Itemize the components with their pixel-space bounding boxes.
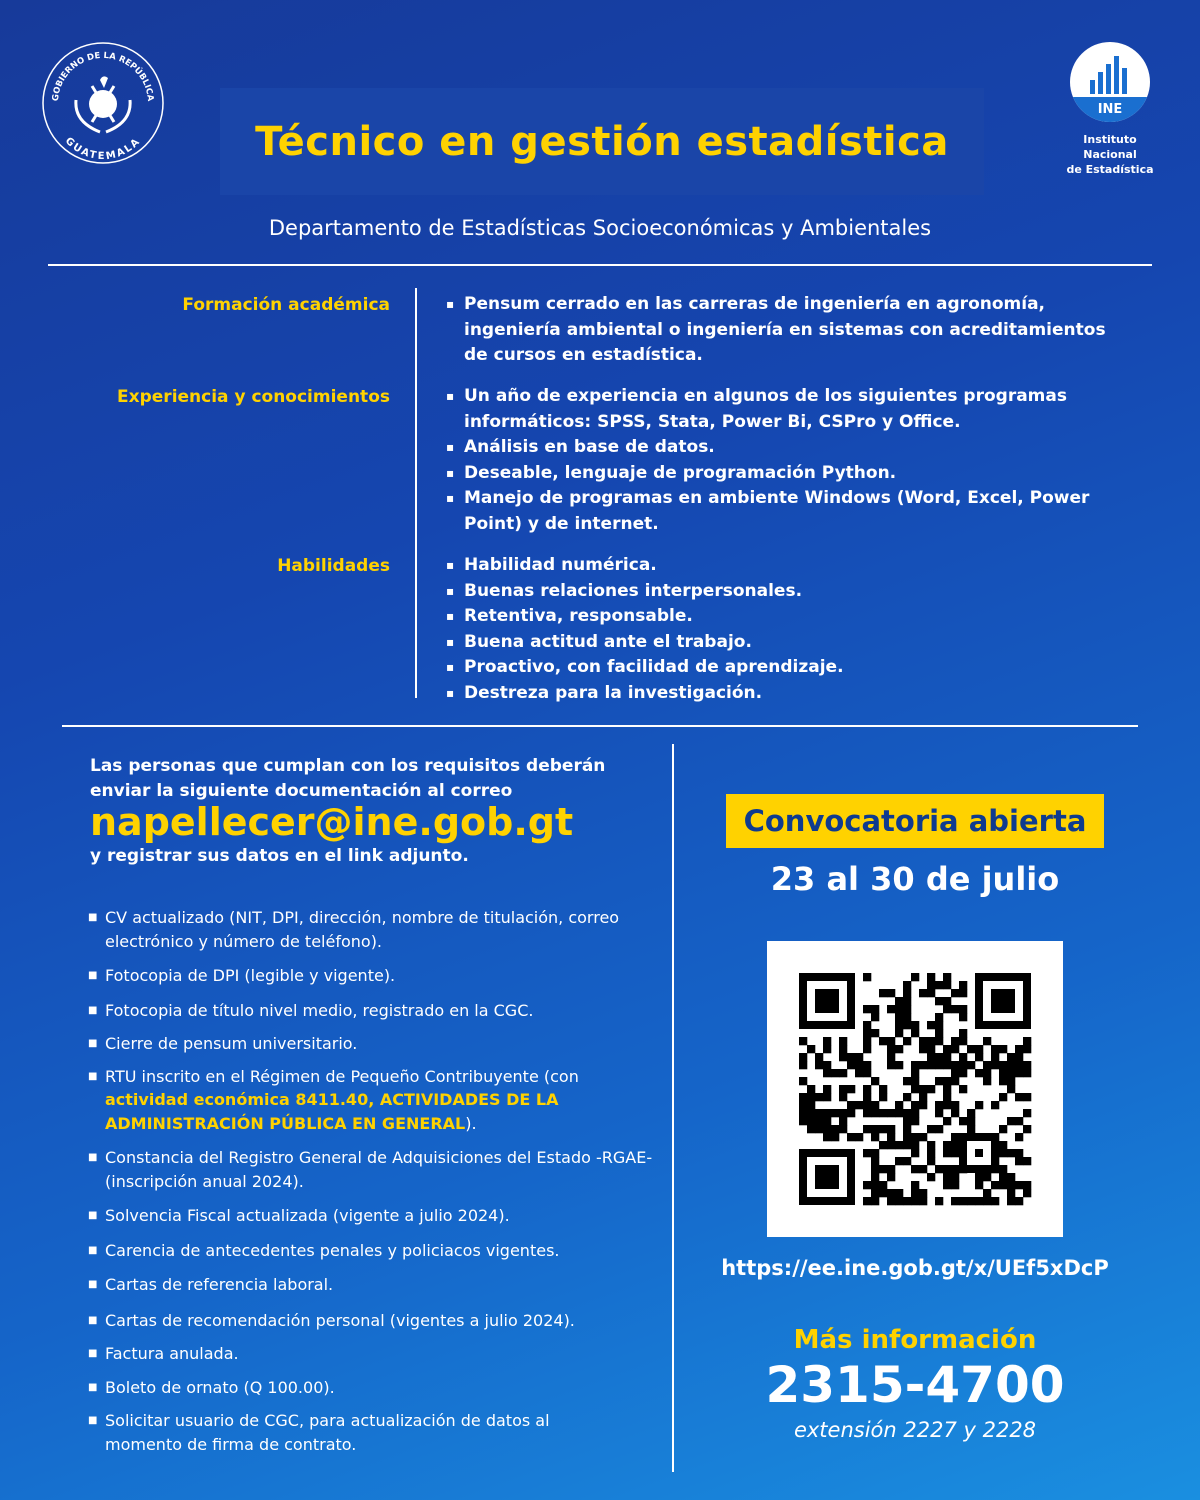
application-email[interactable]: napellecer@ine.gob.gt (90, 800, 574, 844)
list-item (88, 1065, 658, 1136)
list-item: ■ Fotocopia de DPI (legible y vigente). (88, 964, 658, 988)
qr-code-icon (767, 941, 1063, 1237)
seal-bottom-text: GUATEMALA (62, 135, 144, 163)
list-item: ■ CV actualizado (NIT, DPI, dirección, nombre de titulación, correo electrónico y número de teléfono). (88, 906, 658, 953)
list-item: ■ Cartas de referencia laboral. (88, 1273, 658, 1297)
rtu-text-before: RTU inscrito en el Régimen de Pequeño Contribuyente (con (105, 1066, 579, 1086)
qr-code[interactable] (767, 941, 1063, 1237)
middle-divider (62, 725, 1138, 727)
list-experiencia (446, 384, 1126, 537)
rtu-text-after: ). (465, 1113, 477, 1133)
list-item: ■ Carencia de antecedentes penales y policiacos vigentes. (88, 1239, 658, 1263)
list-item: ▪ Pensum cerrado en las carreras de ingeniería en agronomía, ingeniería ambiental o ingeniería en sistemas con acreditamientos de cursos en estadística. (446, 292, 1126, 369)
requirements-divider (415, 288, 417, 698)
registration-link[interactable]: https://ee.ine.gob.gt/x/UEf5xDcP (721, 1256, 1109, 1280)
department-subtitle: Departamento de Estadísticas Socioeconómicas y Ambientales (268, 216, 932, 240)
documents-list (88, 906, 658, 1456)
top-divider (48, 264, 1152, 266)
list-item: ▪ Deseable, lenguaje de programación Python. (446, 461, 1126, 487)
list-item: ■ Solicitar usuario de CGC, para actualización de datos al momento de firma de contrato. (88, 1409, 658, 1456)
list-item: ▪ Buenas relaciones interpersonales. (446, 579, 1126, 605)
list-item: ■ Cartas de recomendación personal (vigentes a julio 2024). (88, 1309, 658, 1333)
call-dates: 23 al 30 de julio (770, 860, 1060, 898)
label-formacion: Formación académica (182, 295, 390, 315)
svg-text:GUATEMALA (63, 136, 143, 163)
list-item: ▪ Proactivo, con facilidad de aprendizaje. (446, 655, 1126, 681)
label-habilidades: Habilidades (277, 556, 390, 576)
application-register-text: y registrar sus datos en el link adjunto. (90, 846, 469, 866)
list-item: ▪ Análisis en base de datos. (446, 435, 1126, 461)
rtu-highlight: actividad económica 8411.40, ACTIVIDADES DE LA ADMINISTRACIÓN PÚBLICA EN GENERAL (105, 1090, 559, 1133)
more-info-label: Más información (793, 1325, 1037, 1355)
list-item: ▪ Buena actitud ante el trabajo. (446, 630, 1126, 656)
application-intro: Las personas que cumplan con los requisitos deberán enviar la siguiente documentación al correo (90, 756, 606, 801)
list-item: ■ Factura anulada. (88, 1342, 658, 1366)
list-item: ▪ Retentiva, responsable. (446, 604, 1126, 630)
ine-name-line1: Instituto Nacional (1083, 133, 1137, 161)
label-experiencia: Experiencia y conocimientos (117, 387, 390, 407)
list-item: ▪ Destreza para la investigación. (446, 681, 1126, 707)
title-banner (220, 88, 984, 195)
list-item: ▪ Manejo de programas en ambiente Windows (Word, Excel, Power Point) y de internet. (446, 486, 1126, 537)
list-habilidades (446, 553, 1126, 706)
list-item: ▪ Habilidad numérica. (446, 553, 1126, 579)
list-formacion (446, 292, 1126, 369)
list-item: ■ Solvencia Fiscal actualizada (vigente a julio 2024). (88, 1204, 658, 1228)
list-item: ■ Constancia del Registro General de Adquisiciones del Estado -RGAE- (inscripción anual 2024). (88, 1146, 658, 1193)
seal-top-text: GOBIERNO DE LA REPÚBLICA (50, 50, 156, 102)
bottom-column-divider (672, 744, 674, 1472)
ine-name (1058, 132, 1162, 177)
list-item: ■ Cierre de pensum universitario. (88, 1032, 658, 1056)
phone-number: 2315-4700 (765, 1356, 1065, 1414)
list-item: ▪ Un año de experiencia en algunos de los siguientes programas informáticos: SPSS, Stata, Power Bi, CSPro y Office. (446, 384, 1126, 435)
phone-extension: extensión 2227 y 2228 (793, 1418, 1037, 1442)
list-item: ■ Fotocopia de título nivel medio, registrado en la CGC. (88, 999, 658, 1023)
ine-logo-icon (1070, 42, 1150, 122)
ine-name-line2: de Estadística (1066, 163, 1154, 176)
list-item: ■ Boleto de ornato (Q 100.00). (88, 1376, 658, 1400)
ine-logo (1058, 42, 1162, 177)
ine-logo-text: INE (1097, 102, 1123, 117)
guatemala-seal-icon (40, 40, 166, 166)
page-title: Técnico en gestión estadística (255, 118, 949, 165)
open-call-badge: Convocatoria abierta (726, 794, 1104, 848)
